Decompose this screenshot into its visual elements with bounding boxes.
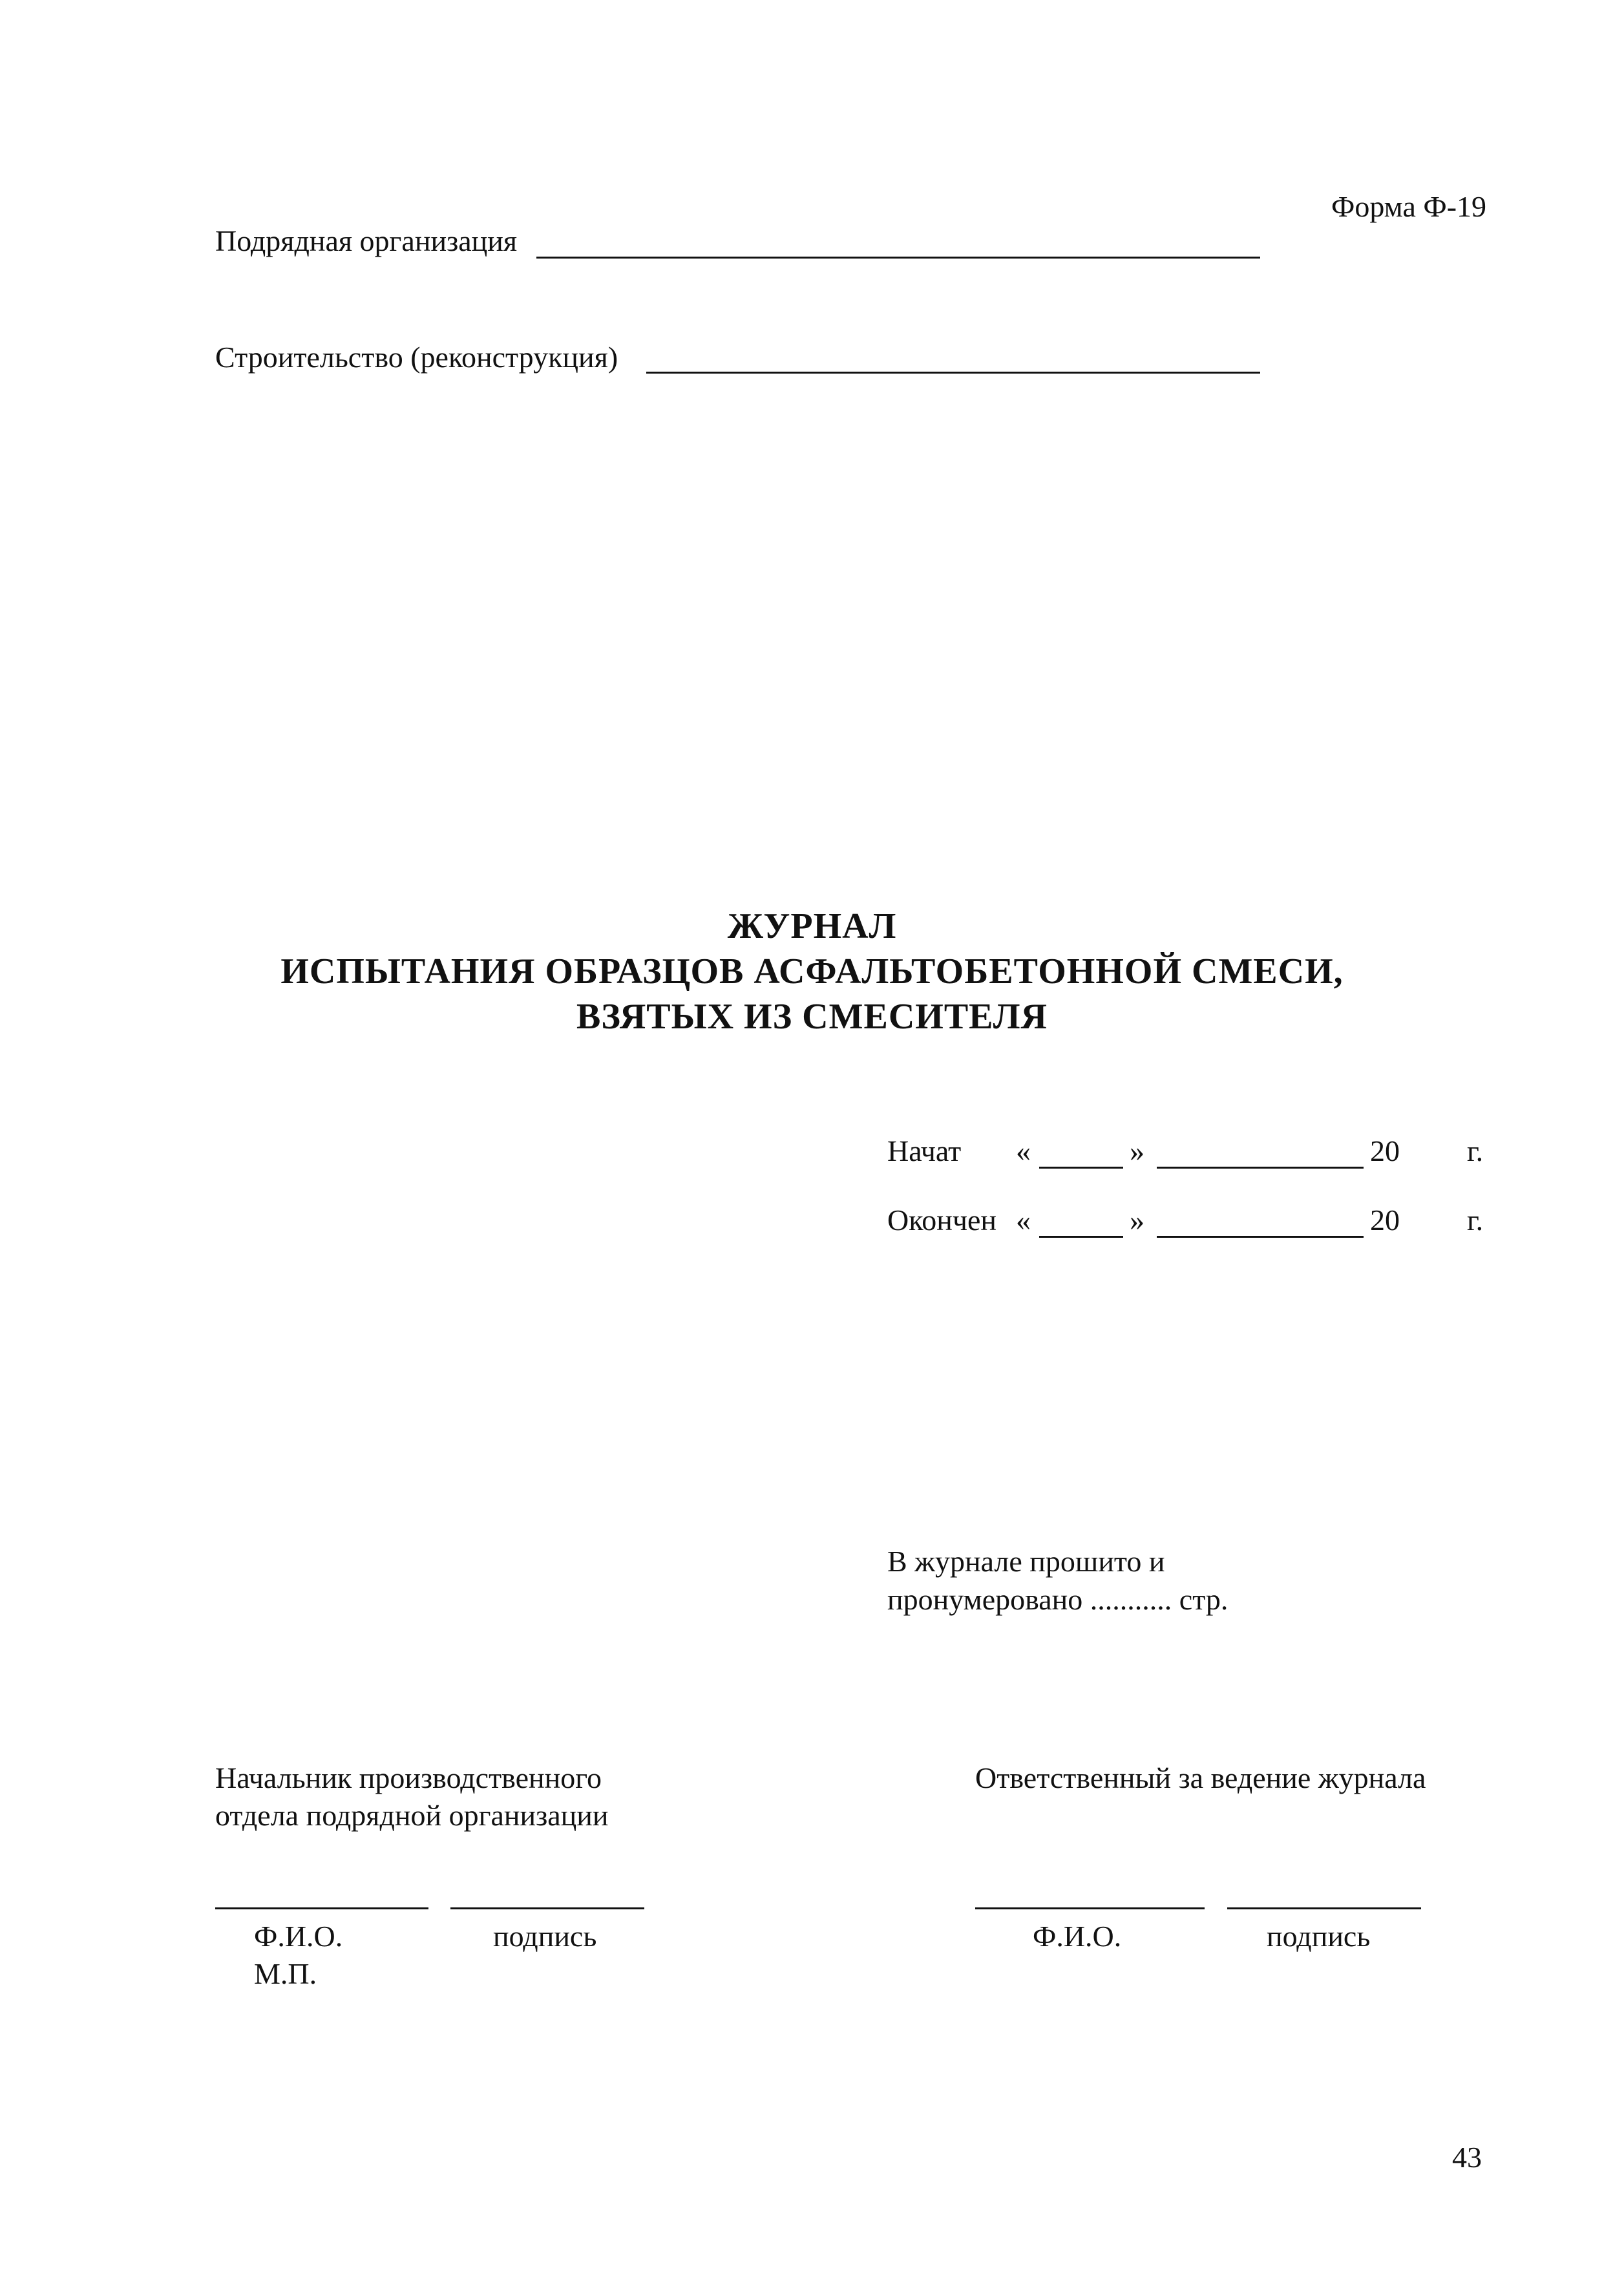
left-signatory-title-line2: отдела подрядной организации: [215, 1799, 609, 1832]
left-signature-caption: подпись: [493, 1920, 597, 1953]
started-year-suffix: г.: [1467, 1134, 1484, 1167]
journal-title-line1: ЖУРНАЛ: [727, 906, 897, 946]
started-label: Начат: [887, 1134, 962, 1167]
finished-label: Окончен: [887, 1204, 997, 1236]
finished-close-quote: »: [1130, 1204, 1144, 1236]
left-name-caption: Ф.И.О.: [254, 1920, 343, 1953]
right-signature-caption: подпись: [1267, 1920, 1371, 1953]
journal-title-line2: ИСПЫТАНИЯ ОБРАЗЦОВ АСФАЛЬТОБЕТОННОЙ СМЕСИ,: [280, 951, 1344, 992]
started-year-prefix: 20: [1370, 1134, 1400, 1167]
started-month-field[interactable]: [1157, 1167, 1364, 1169]
journal-title-line3: ВЗЯТЫХ ИЗ СМЕСИТЕЛЯ: [576, 997, 1048, 1037]
right-name-field[interactable]: [975, 1907, 1205, 1909]
form-label: Форма Ф-19: [1331, 190, 1487, 223]
left-name-field[interactable]: [215, 1907, 428, 1909]
finished-day-field[interactable]: [1039, 1236, 1123, 1238]
left-signatory-title-line1: Начальник производственного: [215, 1761, 602, 1794]
right-signature-field[interactable]: [1227, 1907, 1421, 1909]
right-signatory-title: Ответственный за ведение журнала: [975, 1761, 1426, 1794]
started-open-quote: «: [1016, 1134, 1031, 1167]
finished-year-prefix: 20: [1370, 1204, 1400, 1236]
right-name-caption: Ф.И.О.: [1033, 1920, 1122, 1953]
left-signature-field[interactable]: [450, 1907, 644, 1909]
page-number: 43: [1452, 2141, 1482, 2174]
stamp-caption: М.П.: [254, 1957, 317, 1990]
finished-year-suffix: г.: [1467, 1204, 1484, 1236]
finished-open-quote: «: [1016, 1204, 1031, 1236]
contractor-label: Подрядная организация: [215, 224, 518, 257]
construction-field[interactable]: [646, 372, 1260, 374]
binding-note-line2: пронумеровано ........... стр.: [887, 1583, 1229, 1616]
started-day-field[interactable]: [1039, 1167, 1123, 1169]
finished-month-field[interactable]: [1157, 1236, 1364, 1238]
binding-note-line1: В журнале прошито и: [887, 1545, 1165, 1578]
contractor-field[interactable]: [536, 257, 1260, 259]
construction-label: Строительство (реконструкция): [215, 341, 618, 374]
started-close-quote: »: [1130, 1134, 1144, 1167]
